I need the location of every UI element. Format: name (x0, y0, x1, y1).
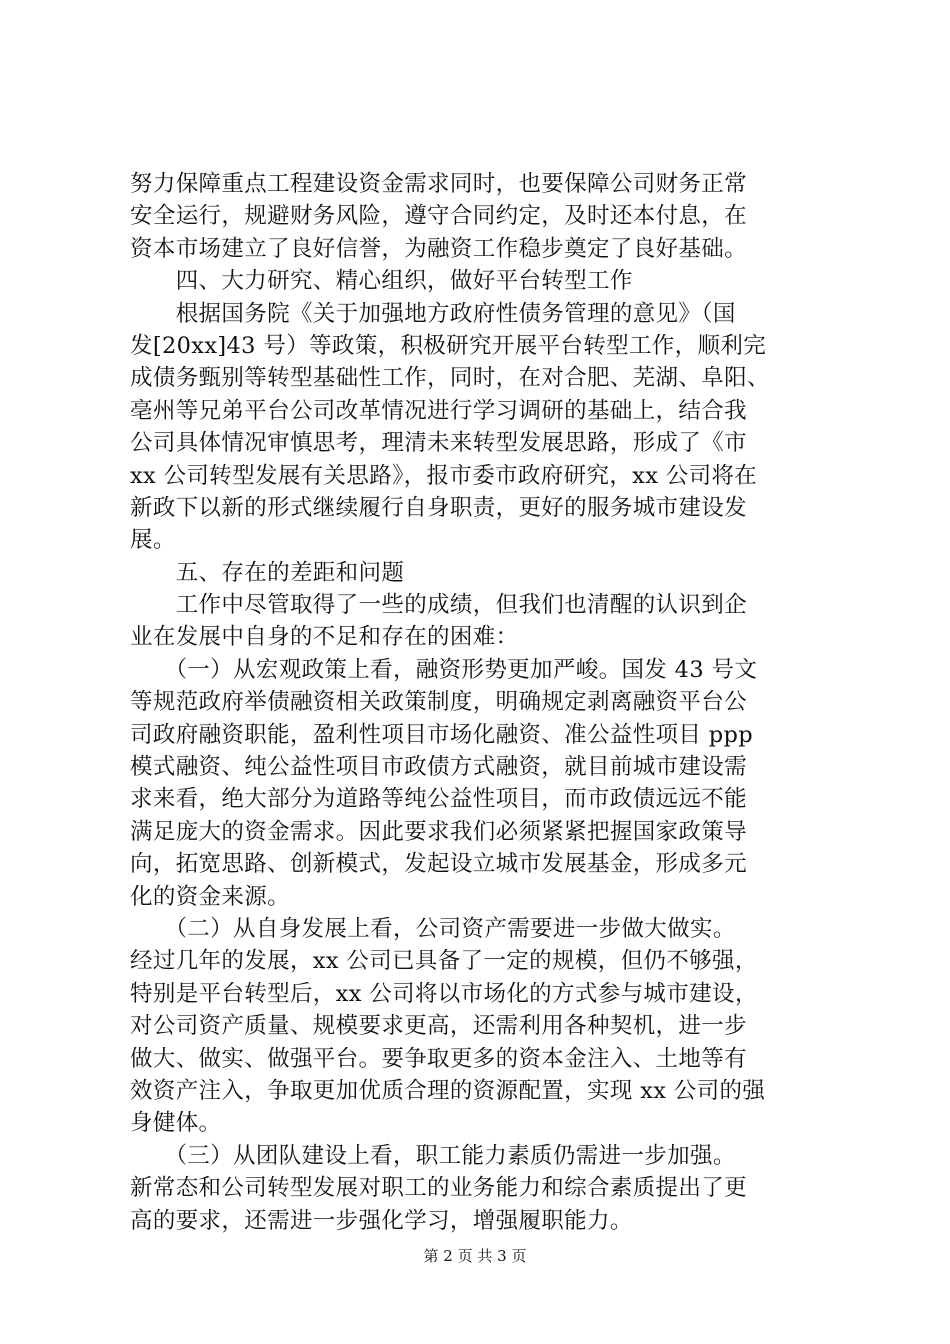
text-line: 亳州等兄弟平台公司改革情况进行学习调研的基础上，结合我 (130, 397, 747, 424)
text-line: 根据国务院《关于加强地方政府性债务管理的意见》（国 (130, 300, 736, 327)
text-line: 成债务甄别等转型基础性工作，同时，在对合肥、芜湖、阜阳、 (130, 365, 770, 392)
text-line: 发[20xx]43 号）等政策，积极研究开展平台转型工作，顺利完 (130, 332, 767, 359)
text-line: 模式融资、纯公益性项目市政债方式融资，就目前城市建设需 (130, 754, 747, 781)
text-line: （一）从宏观政策上看，融资形势更加严峻。国发 43 号文 (130, 656, 758, 683)
page-footer: 第 2 页 共 3 页 (423, 1247, 527, 1265)
text-line: 高的要求，还需进一步强化学习，增强履职能力。 (130, 1207, 633, 1234)
text-line: 业在发展中自身的不足和存在的困难： (130, 624, 519, 651)
text-line: 努力保障重点工程建设资金需求同时，也要保障公司财务正常 (130, 171, 747, 197)
text-line: 向，拓宽思路、创新模式，发起设立城市发展基金，形成多元 (130, 851, 747, 878)
document-body (130, 168, 830, 1237)
text-line: 司政府融资职能，盈利性项目市场化融资、准公益性项目 ppp (130, 721, 754, 748)
text-line: 特别是平台转型后，xx 公司将以市场化的方式参与城市建设， (130, 980, 758, 1007)
text-line: （二）从自身发展上看，公司资产需要进一步做大做实。 (130, 915, 736, 942)
text-line: 新政下以新的形式继续履行自身职责，更好的服务城市建设发 (130, 494, 747, 521)
text-line: 展。 (130, 527, 176, 554)
text-line: xx 公司转型发展有关思路》，报市委市政府研究，xx 公司将在 (130, 462, 758, 489)
text-line: 四、大力研究、精心组织，做好平台转型工作 (130, 268, 633, 295)
text-line: 新常态和公司转型发展对职工的业务能力和综合素质提出了更 (130, 1175, 747, 1202)
text-line: 安全运行，规避财务风险，遵守合同约定，及时还本付息，在 (130, 203, 747, 230)
text-line: 等规范政府举债融资相关政策制度，明确规定剥离融资平台公 (130, 689, 747, 716)
text-line: 做大、做实、做强平台。要争取更多的资本金注入、土地等有 (130, 1045, 747, 1072)
text-line: 工作中尽管取得了一些的成绩，但我们也清醒的认识到企 (130, 592, 747, 619)
text-line: 资本市场建立了良好信誉，为融资工作稳步奠定了良好基础。 (130, 235, 747, 262)
text-line: 五、存在的差距和问题 (130, 559, 405, 586)
text-line: （三）从团队建设上看，职工能力素质仍需进一步加强。 (130, 1142, 736, 1169)
text-line: 对公司资产质量、规模要求更高，还需利用各种契机，进一步 (130, 1013, 747, 1040)
text-line: 经过几年的发展，xx 公司已具备了一定的规模，但仍不够强， (130, 948, 758, 975)
text-line: 化的资金来源。 (130, 883, 290, 910)
text-line: 公司具体情况审慎思考，理清未来转型发展思路，形成了《市 (130, 430, 747, 457)
text-line: 效资产注入，争取更加优质合理的资源配置，实现 xx 公司的强 (130, 1077, 766, 1104)
text-line: 满足庞大的资金需求。因此要求我们必须紧紧把握国家政策导 (130, 818, 747, 845)
text-line: 求来看，绝大部分为道路等纯公益性项目，而市政债远远不能 (130, 786, 747, 813)
text-line: 身健体。 (130, 1110, 222, 1137)
